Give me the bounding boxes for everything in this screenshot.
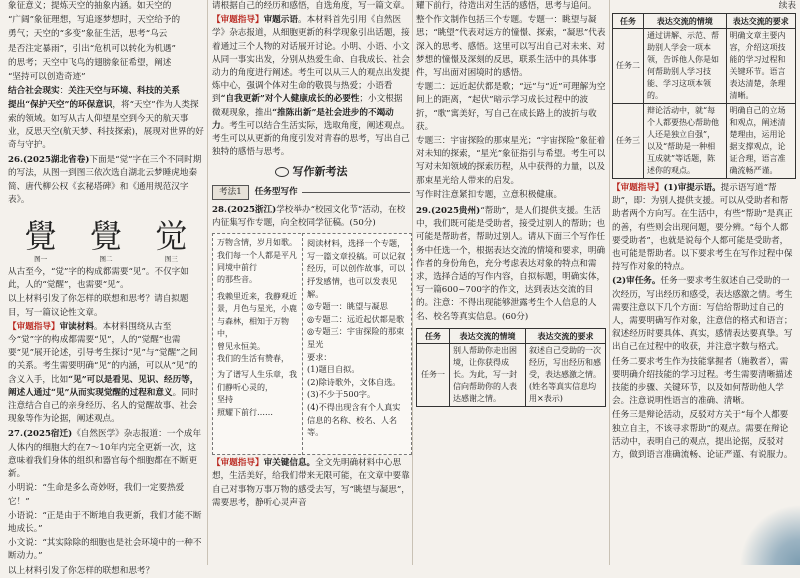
dialogue-line: 小文说：“其实除除的细胞也是社会环境中的一种不断动力。” <box>8 538 202 562</box>
column-1 <box>8 0 204 576</box>
poem-line: 我赖里近来，我静观近景，月色与星光，小鹿与森林，相知于万物中， <box>217 291 297 339</box>
guide-29-tasks <box>612 275 796 354</box>
text-line: 耀下前行，待造出对生活的感悟，思考与追问。 <box>416 1 597 11</box>
guide-26 <box>8 321 204 427</box>
table-row <box>417 343 606 406</box>
question-number: 29. <box>416 206 431 217</box>
text-line: 专题二：远近起伏都是歌；“远”与“近”可理解为空间上的距离，“起伏”暗示学习成长过程中的波折，“歌”寓美好，写自己在成长路上的波折与收获。 <box>416 82 606 132</box>
requirement: (3)不少于500字。 <box>307 389 376 400</box>
guide-title: (2)审任务。 <box>612 276 661 287</box>
poem-line: 万物含情，岁月如歌。我们每一个人都是平凡 <box>217 238 297 260</box>
method-title: 任务型写作 <box>254 186 298 197</box>
requirement: (1)题目自拟。 <box>307 364 360 375</box>
poem-line: 为了谱写人生乐章，我们静听心灵的， <box>217 370 297 392</box>
guide-28 <box>212 457 410 510</box>
guide-title: 审题示语 <box>263 15 298 26</box>
guide-emphasis: “自我更新”对个人健康成长的必要性 <box>220 94 360 105</box>
text-span: 与守护。 <box>16 140 51 151</box>
topic-option: ◎专题二：远近起伏都是歌 <box>307 313 405 324</box>
char-figure-3: 觉 <box>155 217 188 256</box>
guide-text: 任务三是辩论活动，反驳对方关于“每个人都要独立自主，不该寻求帮助”的观点。需要在辩论活动中，表明自己的观点，提出论据，反驳对方，做到语言准确流畅、论证严谨、有说服力。 <box>612 410 793 461</box>
guide-text: ；小文根据微观现象，推出 <box>212 94 403 118</box>
question-28 <box>212 204 410 230</box>
task-box <box>302 233 412 455</box>
guide-29 <box>612 182 796 274</box>
topic-option: ◎专题三：宇宙探险的那束星光 <box>307 326 405 349</box>
method-label: 考法1 <box>212 185 249 200</box>
task-requirement: 叙述自己受助的一次经历，写出经历和感受，表达感激之情。(姓名等真实信息均用×表示) <box>526 343 606 406</box>
caption-2: 图二 <box>99 255 113 264</box>
question-prompt: 以上材料引发了你怎样的联想和思考？ <box>8 565 155 576</box>
guide-text: 提示语写道“帮助”，即：为别人提供支援。可以从受助者和帮助者两个方向写。在生活中，有些“帮助”是真正的善，有些则会出现问题，要分辨。“每个人都要受助者”，也就是说每个人都可能是受助者，也可能是帮助者。以下要求考生在写作过程中保持写作对象的特点。 <box>612 183 793 273</box>
guide-text: 考生可以从更新的角度引发对青春的思考，写出自己独特的感悟与思考。 <box>212 134 410 158</box>
task-context: 别人帮助你走出困境，让你获得成长。为此，写一封信向帮助你的人表达感谢之情。 <box>450 343 526 406</box>
table-header-row <box>613 14 796 29</box>
question-prompt: 以上材料引发了你怎样的联想和思考？请自拟题目，写一篇议论性文章。 <box>8 294 189 318</box>
guide-tag: 【审题指导】 <box>212 458 264 469</box>
poem-line: 曾见永恒美。 <box>217 341 265 351</box>
question-source: (2025湖北省卷) <box>22 155 90 166</box>
text-line: 请根据自己的经历和感悟，自选角度，写一篇文章。 <box>212 1 410 11</box>
text-line: 专题三：宇宙探险的那束星光；“宇宙探险”象征着对未知的探索，“星光”象征指引与希望。考生可以写对未知领域的探索历程，从中获得的力量，以及那束星光给人带来的启发。 <box>416 136 606 186</box>
header-rule <box>302 192 410 193</box>
table-header: 表达交流的情境 <box>644 14 727 29</box>
question-number: 27. <box>8 429 23 440</box>
text-span: 。如写从古人仰望星空到今天的航天事业 <box>8 113 189 137</box>
text-line: 的思考；天空中飞鸟的翅膀象征希望，阐述 <box>8 57 172 68</box>
q28-material <box>212 231 410 457</box>
dialogue-line: 小明说：“生命是多么奇妙呀，我们一定要热爱它！” <box>8 483 185 507</box>
guide-emphasis: “见”可以是看见、见识、经历等，阐述人通过“见”从而实现觉醒的过程和意义 <box>8 374 199 398</box>
column-divider <box>412 0 413 565</box>
bold-phrase: 提出“保护天空”的环保意识 <box>8 100 113 111</box>
bold-phrase: 关注天空与环境、科技的关系 <box>68 86 180 97</box>
char-figure-1: 覺 <box>24 217 57 256</box>
poem-line: 的那些音。 <box>217 275 257 285</box>
method-header <box>212 185 410 200</box>
text-line: 勇气；天空的“多变”象征生活，思考“乌云 <box>8 29 168 40</box>
text-line <box>416 14 606 80</box>
guide-text: 任务二要求考生作为技能掌握者（施教者），需要明确介绍技能的学习过程。考生需要清晰描述技能的步骤、关键环节，以及如何帮助他人学会。注意说明性语言的准确、清晰。 <box>612 356 793 407</box>
section-header <box>212 165 410 178</box>
guide-emphasis: “推陈出新”是社会进步的不竭动力 <box>212 107 394 131</box>
guide-text: 。考生可以结合生活实际，选取角度，阐述观点。 <box>220 120 410 131</box>
table-row <box>613 104 796 179</box>
bold-phrase: 结合社会现实 <box>8 86 60 97</box>
calligraphy-figures <box>8 213 204 256</box>
guide-text: 任务一要求考生叙述自己受助的一次经历，写出经历和感受，表达感激之情。考生需要注意以下几个方面：写信给帮助过自己的人，需要明确写作对象，注意信的格式和语言；叙述经历时要具体、真实，感情表达要真挚。写出自己在过程中的收获，并注意字数与格式。 <box>612 276 793 353</box>
poem-line: 同境中前行 <box>217 263 257 273</box>
guide-tag: 【审题指导】 <box>8 321 60 332</box>
section-title: 写作新考法 <box>292 165 348 179</box>
poem-line: 照耀下前行…… <box>217 407 273 417</box>
char-figure-2: 覺 <box>89 217 122 256</box>
eye-icon <box>275 167 289 177</box>
guide-text: 。本材料围绕从古至今“觉”字的构成都需要“见”，人的“觉醒”也需要“见”展开论述，引导考生探讨“见”与“觉醒”之间的关系。考生需要明确“见”的内涵，可以从“见”的含义入手，比如 <box>8 321 198 385</box>
continued-label: 续表 <box>778 1 796 11</box>
column-2 <box>212 0 410 565</box>
text-line: 结合社会现实：关注天空与环境、科技的关系 <box>8 86 180 97</box>
table-header-row <box>417 328 606 343</box>
column-divider <box>207 0 208 565</box>
text-line: “广阔”象征理想，写追逐梦想时，天空给予的 <box>8 15 181 26</box>
text-line: 写作时注意紧扣专题，立意积极健康。 <box>416 189 563 200</box>
poem-box <box>212 233 306 455</box>
question-number: 26. <box>8 155 23 166</box>
guide-27 <box>212 14 410 159</box>
table-row <box>613 29 796 104</box>
text-line: 象征意义；提炼天空的抽象内涵。如天空的 <box>8 1 172 11</box>
requirements-title: 要求： <box>307 351 332 362</box>
question-number: 28. <box>212 204 227 215</box>
table-header: 任务 <box>613 14 644 29</box>
topic-option: ◎专题一：眺望与凝思 <box>307 301 388 312</box>
corner-decoration <box>740 505 800 565</box>
column-4 <box>612 0 796 565</box>
question-text: 虎地秦简、唐代柳公权《玄秘塔碑》和《通用规范汉字表》。 <box>8 168 198 205</box>
text-span: 整个作文制作包括三个专题。专题一：眺望 <box>416 15 580 26</box>
task-name: 任务二 <box>613 29 644 104</box>
task-text: 阅读材料，选择一个专题，写一篇文章投稿。可以记叙经历，可以创作故事，可以抒发感情，也可以发表见解。 <box>307 238 406 299</box>
task-table <box>416 328 606 407</box>
task-table-continued <box>612 13 796 179</box>
text-span: ，反思天空(航天梦、科技探索)，展现对世界的好奇 <box>8 126 204 151</box>
question-text: 下面是“觉”字在三个不同时期的写法，从图一到图三依次选自湖北云梦睡 <box>8 155 202 179</box>
guide-text: 。同时注意结合自己的亲身经历、名人的觉醒故事、社会现象等作为论据，阐述观点。 <box>8 387 199 425</box>
column-divider <box>609 0 610 565</box>
question-text: 《自然医学》杂志报道：一个成年人体内的细胞大约在7～10年内完全更新一次，这意味着我们身体的组织和器官每个细胞都在不断更新。 <box>8 429 202 480</box>
question-text: 从古至今，“觉”字的构成都需要“见”。不仅字如此，人的“觉醒”，也需要“见”。 <box>8 267 189 291</box>
guide-tag: 【审题指导】 <box>612 183 664 193</box>
table-header: 表达交流的要求 <box>526 328 606 343</box>
text-line <box>8 99 204 152</box>
text-line: 是否注定暴雨”，引出“危机可以转化为机遇” <box>8 43 176 54</box>
question-source: (2025贵州) <box>430 206 481 217</box>
table-header: 任务 <box>417 328 450 343</box>
table-header: 表达交流的要求 <box>726 14 795 29</box>
question-26 <box>8 154 204 207</box>
caption-1: 图一 <box>34 255 48 264</box>
task-name: 任务三 <box>613 104 644 179</box>
column-3 <box>416 0 606 565</box>
guide-title: (1)审提示语。 <box>663 183 721 193</box>
caption-3: 图三 <box>164 255 178 264</box>
figure-captions <box>8 255 204 263</box>
question-text: 学校举办“校园文化节”活动，在校内征集写作专题，向全校同学征稿。(50分) <box>212 204 406 229</box>
dialogue-line: 小语说：“正是由于不断地自我更新，我们才能不断地成长。” <box>8 510 202 534</box>
text-span: 生活中的具体事件，写出面对困境时的感悟。 <box>416 54 597 79</box>
requirement: (2)除诗歌外，文体自选。 <box>307 376 401 387</box>
text-span: ，将“天空”作为人类探索的领域 <box>8 100 199 124</box>
guide-title: 审关键信息。 <box>263 458 316 469</box>
question-text: “帮助”，是人们提供支援。生活中，我们既可能是受助者，接受过别人的帮助；也可能是帮助者，帮助过别人。请从下面三个写作任务中任选一个，根据表达交流的情境和要求，明确作者的身份角色，充分考虑表达对象的特点和需求，选择合适的写作内容，自拟标题，明确实体，写一篇600~700字的作文，达到表达交流的目的。注意：不得出现能够泄露考生个人信息的人名、校名等真实信息。(60分) <box>416 206 606 322</box>
text-span: 与凝思；“眺望”代表对远方的憧憬、探索， <box>416 15 597 39</box>
task-requirement: 明确文章主要内容，介绍这项技能的学习过程和关键环节。语言表达清楚，条理清晰。 <box>726 29 795 104</box>
question-29 <box>416 205 606 324</box>
guide-tag: 【审题指导】 <box>212 15 264 26</box>
question-27 <box>8 428 204 481</box>
task-name: 任务一 <box>417 343 450 406</box>
question-source: (2025浙江) <box>226 204 277 215</box>
text-line: “坚持可以创造奇迹” <box>8 72 86 83</box>
requirement: (4)不得出现含有个人真实信息的名称、校名、人名等。 <box>307 401 401 438</box>
poem-line: 我们的生活有赞春， <box>217 353 289 363</box>
guide-title: 审读材料 <box>59 321 94 332</box>
guide-text: 。本材料首先引用《自然医学》杂志报道，从细胞更新的科学现象引出话题，接着通过三个人物的对话展开讨论。小明、小语、小文从同一事实出发，分别从热爱生命、自我成长、社会动力的角度进行阐述。考生可以从三人的观点出发提炼中心，强调个体对生命的敬畏与热爱；小语看到 <box>212 15 410 105</box>
task-requirement: 明确自己的立场和观点，阐述清楚理由，运用论据支撑观点，论证合理，语言准确流畅严谨。 <box>726 104 795 179</box>
text-span: “凝思”代表深入的思考、感悟。这里可以写 <box>416 28 606 52</box>
question-source: (2025宿迁) <box>22 429 73 440</box>
poem-line: 坚持 <box>217 395 233 405</box>
guide-text: 全文先明确材料中心思想，生活美好，给我们带来无限可能，在文章中要靠自己对事物万事万物的感受去写，写“眺望与凝思”，需要思考，静听心灵声音 <box>212 458 410 508</box>
task-context: 辩论活动中，就“每个人都要热心帮助他人还是独立自强”，以及“帮助是一种相互成就”等话题，陈述你的观点。 <box>644 104 727 179</box>
table-header: 表达交流的情境 <box>450 328 526 343</box>
text-span: 出自己对未来、对梦想的憧憬及深刻的反思，联系 <box>416 41 606 65</box>
task-context: 通过讲解、示范、帮助别人学会一项本领，告诉他人你是如何帮助别人学习技能、学习这项本领的。 <box>644 29 727 104</box>
